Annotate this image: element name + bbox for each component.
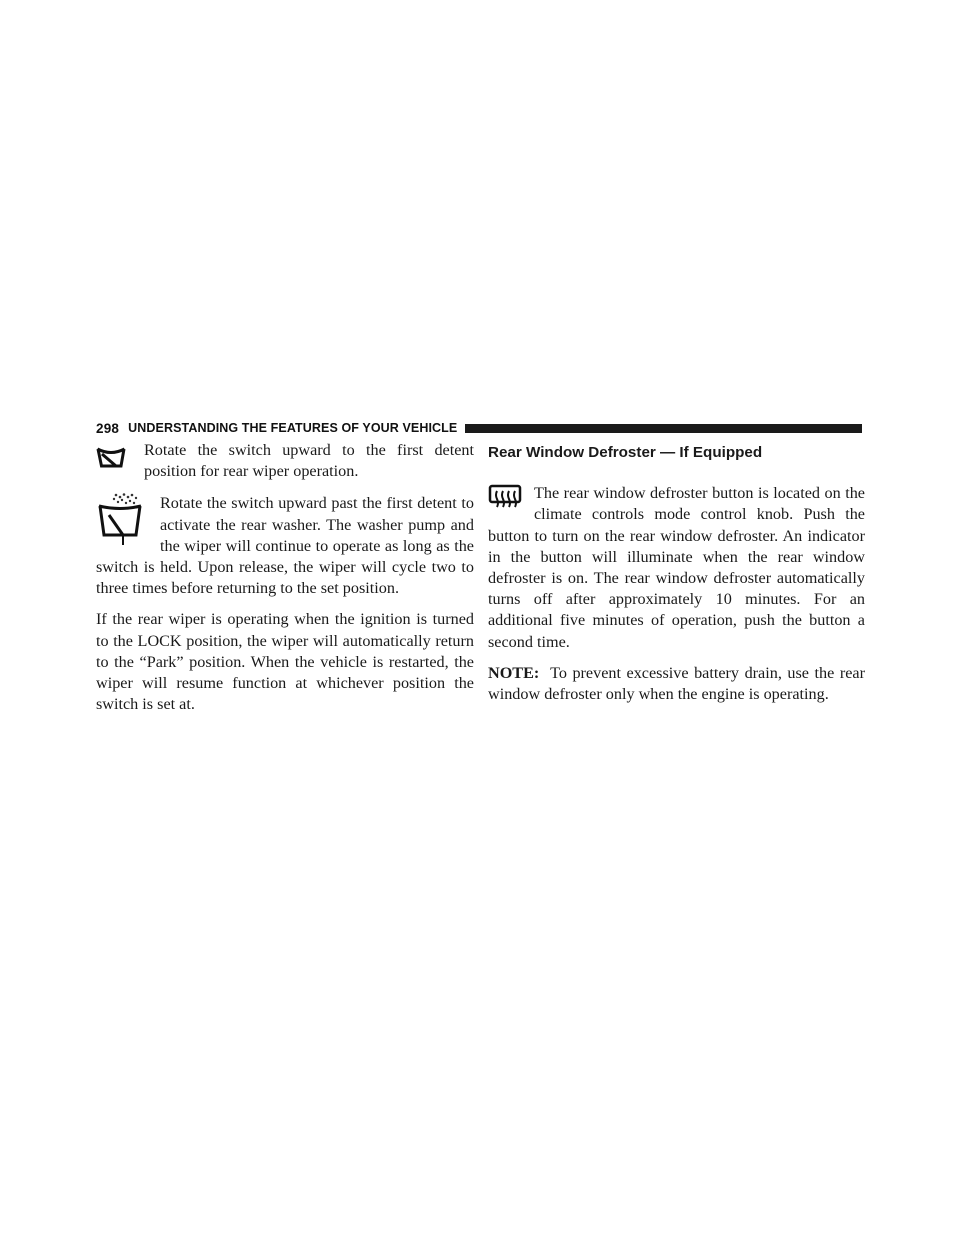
note-text: To prevent excessive battery drain, use the rear window defroster only when the engine is operating. <box>488 663 865 704</box>
rear-wiper-paragraph: Rotate the switch upward to the first detent position for rear wiper operation. <box>144 441 474 481</box>
page-header <box>96 418 862 438</box>
rear-defroster-icon <box>488 484 522 510</box>
section-title: UNDERSTANDING THE FEATURES OF YOUR VEHICLE <box>128 421 458 435</box>
left-column <box>96 440 474 715</box>
defroster-note <box>488 663 865 705</box>
rear-washer-paragraph: Rotate the switch upward past the first detent to activate the rear washer. The washer pump and the wiper will continue to operate as long as the switch is held. Upon release, the wiper will cycle two to three times before returning to the set position. <box>96 494 474 598</box>
right-column <box>488 440 865 705</box>
defroster-heading: Rear Window Defroster — If Equipped <box>488 444 763 461</box>
ignition-paragraph: If the rear wiper is operating when the ignition is turned to the LOCK position, the wiper will automatically return to the “Park” position. When the vehicle is restarted, the wiper will resume function at whichever position the switch is set at. <box>96 610 474 714</box>
rear-washer-icon <box>96 493 144 547</box>
page-number: 298 <box>96 420 120 436</box>
rear-wiper-icon <box>96 445 126 469</box>
header-rule <box>465 424 862 433</box>
defroster-paragraph: The rear window defroster button is located on the climate controls mode control knob. Push the button to turn on the rear window defroster. An indicator in the button will illuminate when the rear window defroster is on. The rear window defroster automatically turns off after approximately 10 minutes. For an additional five minutes of operation, push the button a second time. <box>488 484 865 651</box>
note-label: NOTE: <box>488 663 540 682</box>
